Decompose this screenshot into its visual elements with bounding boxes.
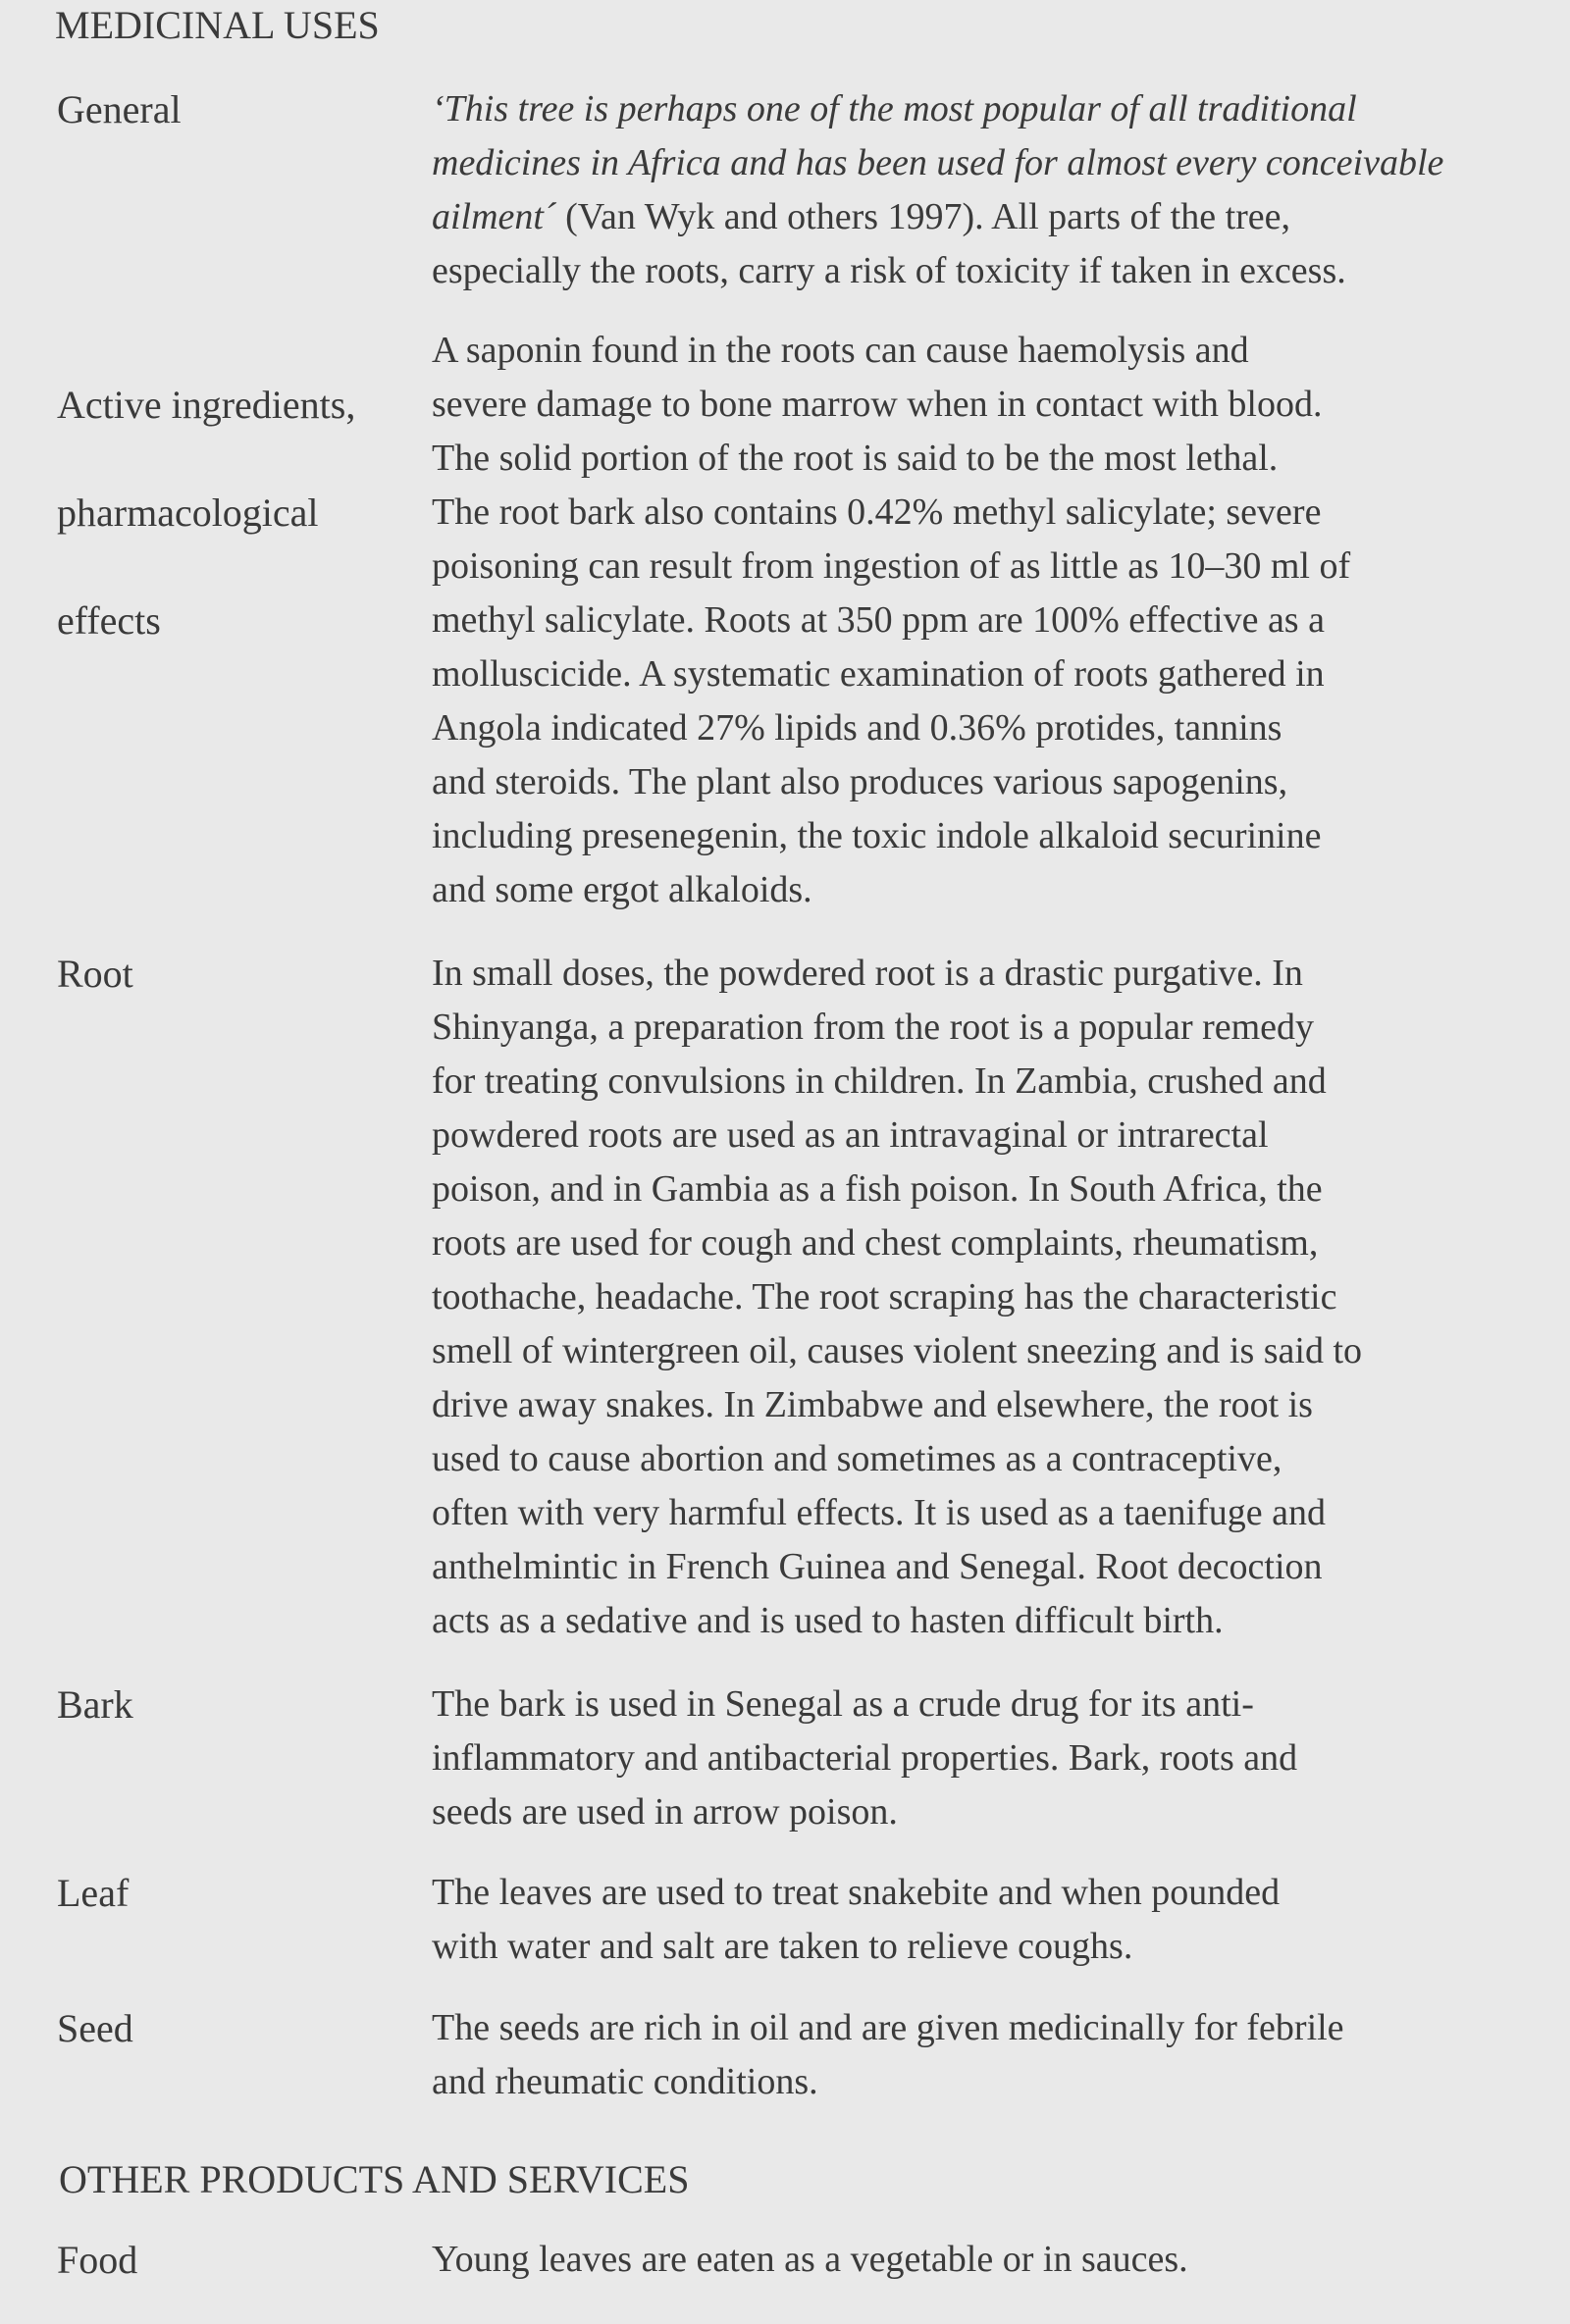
entry-label-active-ingredients xyxy=(57,324,430,701)
text-line: and steroids. The plant also produces various sapogenins, xyxy=(432,761,1288,802)
citation-text: (Van Wyk and others 1997). All parts of the tree, xyxy=(555,196,1291,237)
text-line: severe damage to bone marrow when in contact with blood. xyxy=(432,384,1323,425)
quote-end-italic: ailment´ xyxy=(432,196,556,237)
text-line: often with very harmful effects. It is used as a taenifuge and xyxy=(432,1492,1326,1533)
text-line: especially the roots, carry a risk of toxicity if taken in excess. xyxy=(432,250,1346,291)
text-line: poisoning can result from ingestion of as little as 10–30 ml of xyxy=(432,545,1351,587)
entry-label-seed: Seed xyxy=(57,2006,133,2050)
text-line: ‘This tree is perhaps one of the most popular of all traditional xyxy=(432,88,1357,129)
entry-label-bark: Bark xyxy=(57,1682,133,1727)
text-line: anthelmintic in French Guinea and Senegal. Root decoction xyxy=(432,1546,1323,1587)
text-line: and rheumatic conditions. xyxy=(432,2061,818,2102)
label-line: pharmacological xyxy=(57,491,319,535)
text-line: roots are used for cough and chest complaints, rheumatism, xyxy=(432,1222,1319,1264)
section-title-other-products: OTHER PRODUCTS AND SERVICES xyxy=(59,2157,690,2201)
entry-text-leaf xyxy=(432,1866,1541,1974)
text-line: powdered roots are used as an intravaginal or intrarectal xyxy=(432,1114,1269,1156)
text-line: inflammatory and antibacterial properties. Bark, roots and xyxy=(432,1737,1298,1779)
text-line: In small doses, the powdered root is a drastic purgative. In xyxy=(432,953,1303,994)
text-line: for treating convulsions in children. In Zambia, crushed and xyxy=(432,1060,1327,1102)
text-line: methyl salicylate. Roots at 350 ppm are 100% effective as a xyxy=(432,599,1325,641)
entry-text-general xyxy=(432,82,1541,298)
text-line: The solid portion of the root is said to be the most lethal. xyxy=(432,438,1279,479)
text-line: Young leaves are eaten as a vegetable or in sauces. xyxy=(432,2239,1188,2280)
text-line: toothache, headache. The root scraping has the characteristic xyxy=(432,1276,1337,1317)
entry-text-root xyxy=(432,947,1541,1648)
text-line: The seeds are rich in oil and are given medicinally for febrile xyxy=(432,2007,1344,2048)
entry-text-active-ingredients xyxy=(432,324,1541,917)
text-line: medicines in Africa and has been used for almost every conceivable xyxy=(432,142,1444,183)
text-line xyxy=(432,190,1541,244)
text-line: acts as a sedative and is used to hasten difficult birth. xyxy=(432,1600,1224,1641)
text-line: smell of wintergreen oil, causes violent sneezing and is said to xyxy=(432,1330,1363,1371)
text-line: and some ergot alkaloids. xyxy=(432,869,812,910)
entry-text-bark xyxy=(432,1678,1541,1839)
entry-label-leaf: Leaf xyxy=(57,1871,130,1915)
entry-text-seed xyxy=(432,2001,1541,2109)
text-line: including presenegenin, the toxic indole alkaloid securinine xyxy=(432,815,1322,856)
text-line: The bark is used in Senegal as a crude drug for its anti- xyxy=(432,1683,1254,1725)
label-line: effects xyxy=(57,598,161,643)
text-line: used to cause abortion and sometimes as a contraceptive, xyxy=(432,1438,1282,1479)
section-title-medicinal-uses: MEDICINAL USES xyxy=(55,3,380,47)
label-line: Active ingredients, xyxy=(57,383,356,427)
entry-label-food: Food xyxy=(57,2238,138,2282)
entry-label-general: General xyxy=(57,87,182,131)
text-line: The leaves are used to treat snakebite and when pounded xyxy=(432,1872,1281,1913)
text-line: A saponin found in the roots can cause haemolysis and xyxy=(432,330,1249,371)
text-line: seeds are used in arrow poison. xyxy=(432,1791,898,1833)
entry-label-root: Root xyxy=(57,952,133,996)
text-line: poison, and in Gambia as a fish poison. In South Africa, the xyxy=(432,1168,1323,1210)
text-line: The root bark also contains 0.42% methyl salicylate; severe xyxy=(432,491,1322,533)
text-line: molluscicide. A systematic examination of roots gathered in xyxy=(432,653,1325,695)
text-line: drive away snakes. In Zimbabwe and elsewhere, the root is xyxy=(432,1384,1313,1425)
text-line: Shinyanga, a preparation from the root is a popular remedy xyxy=(432,1007,1315,1048)
text-line: with water and salt are taken to relieve coughs. xyxy=(432,1926,1133,1967)
entry-text-food xyxy=(432,2233,1541,2287)
text-line: Angola indicated 27% lipids and 0.36% protides, tannins xyxy=(432,707,1282,749)
